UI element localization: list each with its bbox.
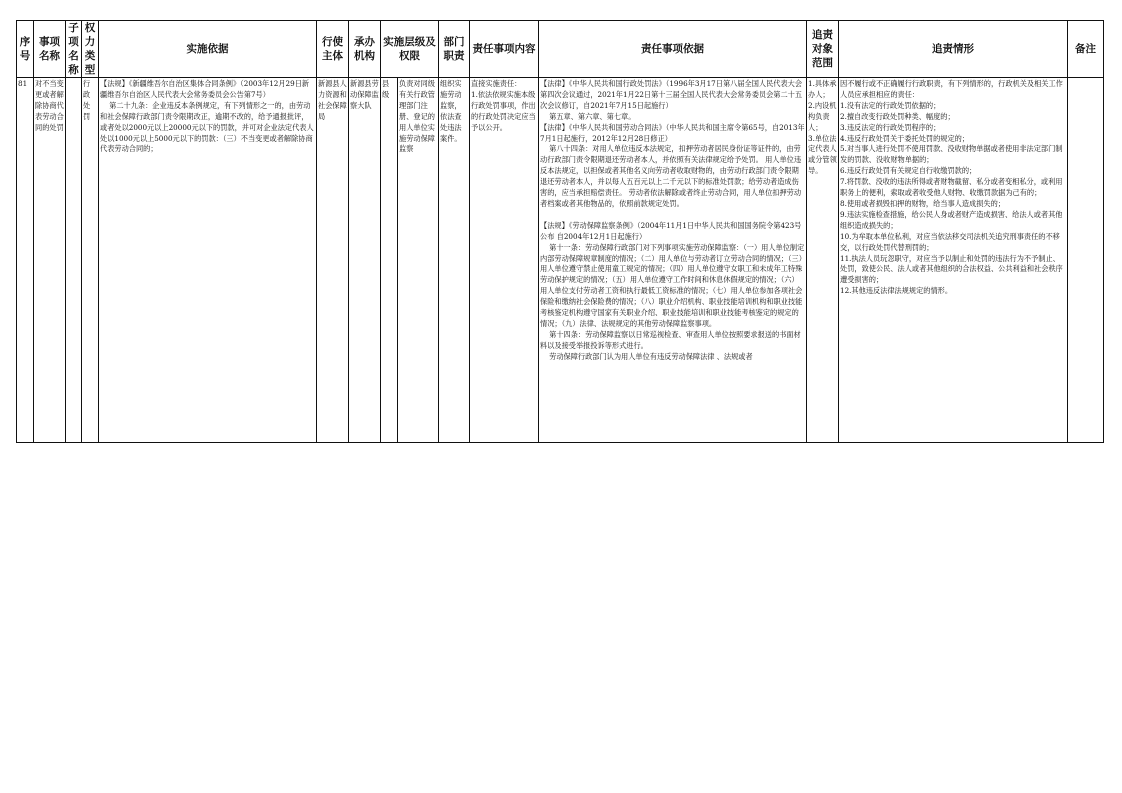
cell-resp-basis: 【法律】《中华人民共和国行政处罚法》（1996年3月17日第八届全国人民代表大会第四次会议通过，2021年1月22日第十三届全国人民代表大会常务委员会第二十五次会议修订，自2021年7月15日起施行） 第五章、第六章、第七章。 【法律】《中华人民共和国劳动合同法》（中华人民共和国主席令第65号，自2013年7月1日起施行，2012年12月28日修正） 第八十四条：对用人单位违反本法规定，扣押劳动者居民身份证等证件的，由劳动行政部门责令限期退还劳动者本人，并依照有关法律规定给予处罚。 用人单位违反本法规定，以担保或者其他名义向劳动者收取财物的，由劳动行政部门责令限期退还劳动者本人，并以每人五百元以上二千元以下的标准处罚款；给劳动者造成伤害的，应当承担赔偿责任。 劳动者依法解除或者终止劳动合同，用人单位扣押劳动者档案或者其他物品的，依照前款规定处罚。 【法规】《劳动保障监察条例》（2004年11月1日中华人民共和国国务院令第423号公布 自2004年12月1日起施行） 第十一条：劳动保障行政部门对下列事项实施劳动保障监察：（一）用人单位制定内部劳动保障规章制度的情况；（二）用人单位与劳动者订立劳动合同的情况；（三）用人单位遵守禁止使用童工规定的情况；（四）用人单位遵守女职工和未成年工特殊劳动保护规定的情况；（五）用人单位遵守工作时间和休息休假规定的情况；（六）用人单位支付劳动者工资和执行最低工资标准的情况；（七）用人单位参加各项社会保险和缴纳社会保险费的情况；（八）职业介绍机构、职业技能培训机构和职业技能考核鉴定机构遵守国家有关职业介绍、职业技能培训和职业技能考核鉴定的规定的情况；（九）法律、法规规定的其他劳动保障监察事项。 第十四条：劳动保障监察以日常巡视检查、审查用人单位按照要求报送的书面材料以及接受举报投诉等形式进行。 劳动保障行政部门认为用人单位有违反劳动保障法律 、法规或者 [539, 78, 807, 443]
power-list-table [16, 20, 1104, 443]
header-basis: 实施依据 [99, 21, 317, 78]
header-accountable: 追责对象范围 [807, 21, 839, 78]
cell-basis: 【法规】《新疆维吾尔自治区集体合同条例》（2003年12月29日新疆维吾尔自治区人民代表大会常务委员会公告第7号） 第二十九条：企业违反本条例规定，有下列情形之一的，由劳动和社会保障行政部门责令限期改正，逾期不改的，给予通报批评，或者处以2000元以上20000元以下的罚款，并可对企业法定代表人处以1000元以上5000元以下的罚款：（三）不当变更或者解除协商代表劳动合同的； [99, 78, 317, 443]
cell-resp-content: 直接实施责任： 1.依法依规实施本级行政处罚事项，作出的行政处罚决定应当予以公开。 [470, 78, 539, 443]
cell-duty: 组织实施劳动监察，依法查处违法案件。 [439, 78, 470, 443]
cell-level-tier: 县级 [381, 78, 398, 443]
cell-power-type: 行政处罚 [82, 78, 99, 443]
cell-subject: 新源县人力资源和社会保障局 [317, 78, 349, 443]
header-item-name: 事项名称 [34, 21, 66, 78]
header-subject: 行使主体 [317, 21, 349, 78]
header-agency: 承办机构 [349, 21, 381, 78]
header-circumstances: 追责情形 [839, 21, 1068, 78]
cell-level-scope: 负责对同级有关行政管理部门注册、登记的用人单位实施劳动保障监察 [398, 78, 439, 443]
header-seq: 序号 [17, 21, 34, 78]
header-row [17, 21, 1104, 78]
header-level: 实施层级及权限 [381, 21, 439, 78]
header-remark: 备注 [1068, 21, 1104, 78]
cell-accountable: 1.具体承办人； 2.内设机构负责人； 3.单位法定代表人或分管领导。 [807, 78, 839, 443]
header-resp-content: 责任事项内容 [470, 21, 539, 78]
header-duty: 部门职责 [439, 21, 470, 78]
header-power-type: 权力类型 [82, 21, 99, 78]
header-sub-item: 子项名称 [66, 21, 82, 78]
cell-remark [1068, 78, 1104, 443]
table-row [17, 78, 1104, 443]
cell-seq: 81 [17, 78, 34, 443]
cell-circumstances: 因不履行或不正确履行行政职责，有下列情形的，行政机关及相关工作人员应承担相应的责任： 1.没有法定的行政处罚依据的； 2.擅自改变行政处罚种类、幅度的； 3.违反法定的行政处罚程序的； 4.违反行政处罚关于委托处罚的规定的； 5.对当事人进行处罚不使用罚款、没收财物单据或者使用非法定部门制发的罚款、没收财物单据的； 6.违反行政处罚有关规定自行收缴罚款的； 7.将罚款、没收的违法所得或者财物截留、私分或者变相私分，或利用职务上的便利，索取或者收受他人财物、收缴罚款据为己有的； 8.使用或者损毁扣押的财物，给当事人造成损失的； 9.违法实施检查措施，给公民人身或者财产造成损害、给法人或者其他组织造成损失的； 10.为牟取本单位私利，对应当依法移交司法机关追究刑事责任的不移交，以行政处罚代替刑罚的； 11.执法人员玩忽职守，对应当予以制止和处罚的违法行为不予制止、处罚，致使公民、法人或者其他组织的合法权益、公共利益和社会秩序遭受损害的； 12.其他违反法律法规规定的情形。 [839, 78, 1068, 443]
cell-agency: 新源县劳动保障监察大队 [349, 78, 381, 443]
cell-sub-item [66, 78, 82, 443]
cell-item-name: 对不当变更或者解除协商代表劳动合同的处罚 [34, 78, 66, 443]
header-resp-basis: 责任事项依据 [539, 21, 807, 78]
